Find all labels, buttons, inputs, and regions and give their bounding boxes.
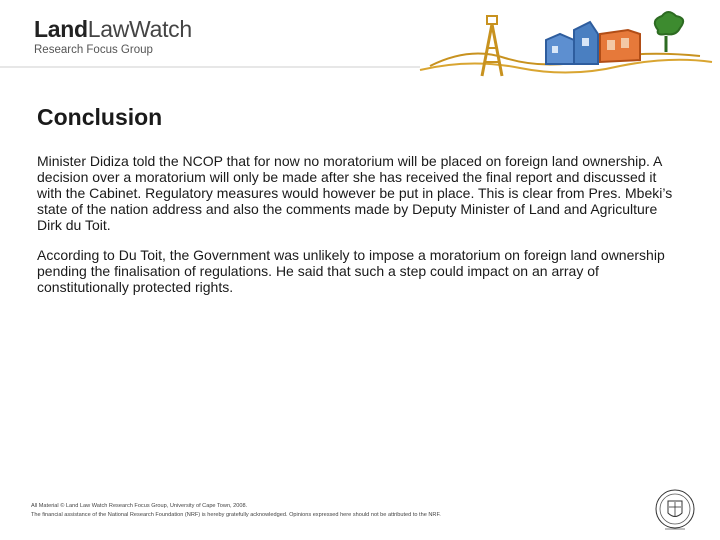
paragraph: According to Du Toit, the Government was unlikely to impose a moratorium on foreign land ownership pending the finalisation of regulations. He said that such a step could impact on an array of constitutionally protected rights. xyxy=(37,247,665,295)
slide-header xyxy=(0,0,720,92)
slide-title: Conclusion xyxy=(37,104,163,130)
logo-subtitle: Research Focus Group xyxy=(34,44,153,56)
logo-title-bold: Land xyxy=(34,16,88,42)
logo-title-light: LawWatch xyxy=(87,16,192,42)
landscape-houses-tower-tree-icon xyxy=(0,0,720,92)
university-seal-icon xyxy=(654,487,696,535)
paragraph: Minister Didiza told the NCOP that for now no moratorium will be placed on foreign land ownership. A decision over a moratorium will only be made after she has received the final report and discussed it with the Cabinet. Regulatory measures would however be put in place. This is clear from Pres. Mbeki’s state of the nation address and also the comments made by Deputy Minister of Land and Agriculture Dirk du Toit. xyxy=(37,153,673,233)
footer-acknowledgement: The financial assistance of the National Research Foundation (NRF) is hereby gratefully acknowledged. Opinions expressed here should not be attributed to the NRF. xyxy=(31,512,441,518)
footer-copyright: All Material © Land Law Watch Research Focus Group, University of Cape Town, 2008. xyxy=(31,503,248,509)
footer-credits xyxy=(31,502,631,520)
slide-body xyxy=(37,153,677,309)
